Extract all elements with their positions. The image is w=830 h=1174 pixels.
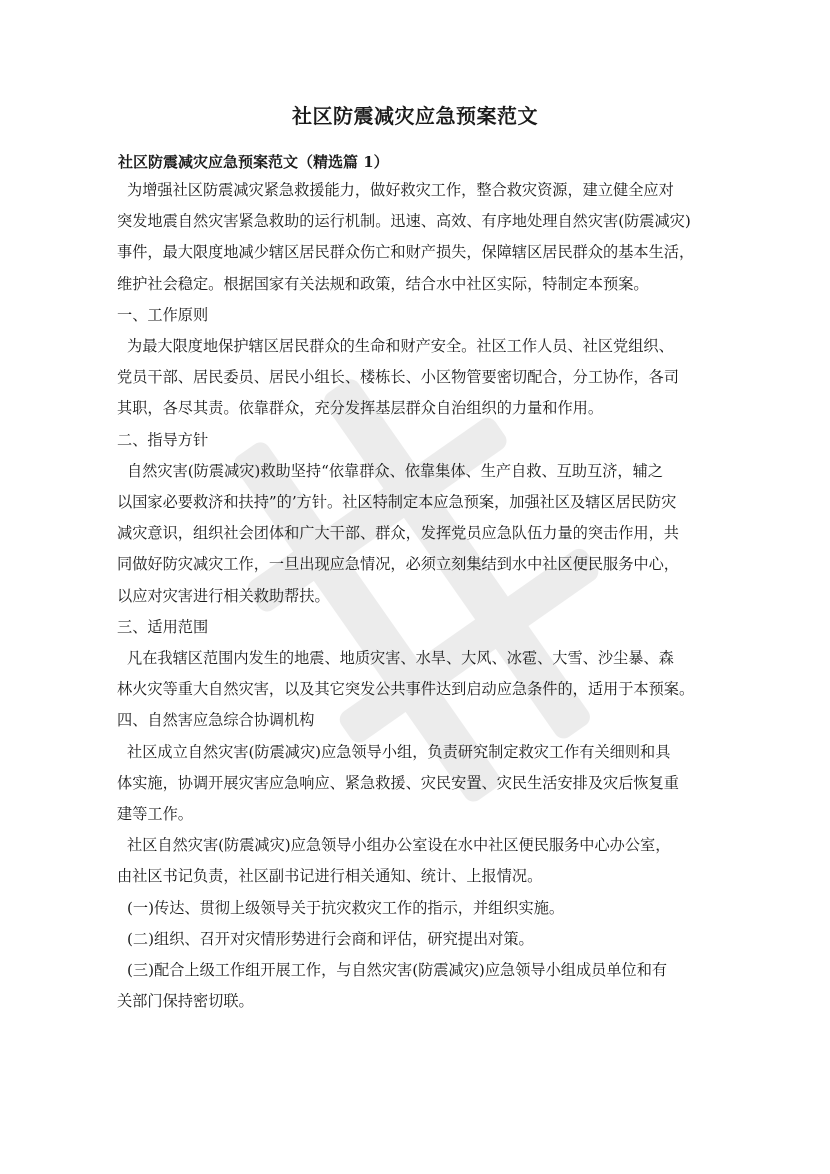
section-paragraph — [107, 737, 727, 831]
section-paragraph — [107, 643, 727, 705]
list-item — [107, 893, 727, 924]
text-line: 以应对灾害进行相关救助帮扶。 — [117, 586, 330, 605]
text-line: 以国家必要救济和扶持”的’方针。社区特制定本应急预案，加强社区及辖区居民防灾 — [117, 493, 677, 512]
section-paragraph — [107, 456, 727, 612]
section-paragraph — [107, 331, 727, 425]
text-line: 体实施，协调开展灾害应急响应、紧急救援、灾民安置、灾民生活安排及灾后恢复重 — [117, 773, 679, 792]
text-line: (二)组织、召开对灾情形势进行会商和评估，研究提出对策。 — [127, 929, 534, 948]
text-line: 为增强社区防震减灾紧急救援能力，做好救灾工作，整合救灾资源，建立健全应对 — [127, 181, 674, 199]
list-item — [107, 924, 727, 955]
section-paragraph — [107, 830, 727, 892]
text-line: 事件，最大限度地减少辖区居民群众伤亡和财产损失，保障辖区居民群众的基本生活， — [117, 243, 695, 262]
text-line: 凡在我辖区范围内发生的地震、地质灾害、水旱、大风、冰雹、大雪、沙尘暴、森 — [127, 649, 674, 668]
text-line: 为最大限度地保护辖区居民群众的生命和财产安全。社区工作人员、社区党组织、 — [127, 337, 674, 356]
intro-paragraph — [107, 175, 727, 300]
text-line: (三)配合上级工作组开展工作，与自然灾害(防震减灾)应急领导小组成员单位和有 — [127, 961, 668, 980]
text-line: 林火灾等重大自然灾害，以及其它突发公共事件达到启动应急条件的，适用于本预案。 — [117, 680, 695, 699]
text-line: 党员干部、居民委员、居民小组长、楼栋长、小区物管要密切配合，分工协作，各司 — [117, 368, 679, 387]
section-heading: 四、自然害应急综合协调机构 — [117, 711, 315, 730]
text-line: 维护社会稳定。根据国家有关法规和政策，结合水中社区实际，特制定本预案。 — [117, 274, 649, 293]
document-body — [107, 150, 727, 1017]
text-line: (一)传达、贯彻上级领导关于抗灾救灾工作的指示，并组织实施。 — [127, 898, 565, 917]
text-line: 其职，各尽其责。依靠群众，充分发挥基层群众自治组织的力量和作用。 — [117, 399, 603, 418]
text-line: 突发地震自然灾害紧急救助的运行机制。迅速、高效、有序地处理自然灾害(防震减灾) — [117, 212, 691, 231]
text-line: 社区成立自然灾害(防震减灾)应急领导小组，负责研究制定救灾工作有关细则和具 — [127, 742, 671, 761]
text-line: 建等工作。 — [117, 805, 193, 824]
list-item — [107, 955, 727, 1017]
text-line: 减灾意识，组织社会团体和广大干部、群众，发挥党员应急队伍力量的突击作用，共 — [117, 524, 679, 543]
section-heading: 一、工作原则 — [117, 305, 209, 324]
text-line: 由社区书记负责，社区副书记进行相关通知、统计、上报情况。 — [117, 867, 543, 886]
text-line: 自然灾害(防震减灾)救助坚持“依靠群众、依靠集体、生产自救、互助互济，辅之 — [127, 461, 663, 480]
text-line: 社区自然灾害(防震减灾)应急领导小组办公室设在水中社区便民服务中心办公室， — [127, 836, 671, 855]
section-heading: 二、指导方针 — [117, 430, 209, 449]
text-line: 同做好防灾减灾工作，一旦出现应急情况，必须立刻集结到水中社区便民服务中心， — [117, 555, 679, 574]
document-title: 社区防震减灾应急预案范文 — [292, 104, 538, 128]
text-line: 关部门保持密切联。 — [117, 992, 254, 1011]
section-heading: 三、适用范围 — [117, 617, 209, 636]
section-subtitle: 社区防震减灾应急预案范文（精选篇 1） — [118, 153, 389, 171]
